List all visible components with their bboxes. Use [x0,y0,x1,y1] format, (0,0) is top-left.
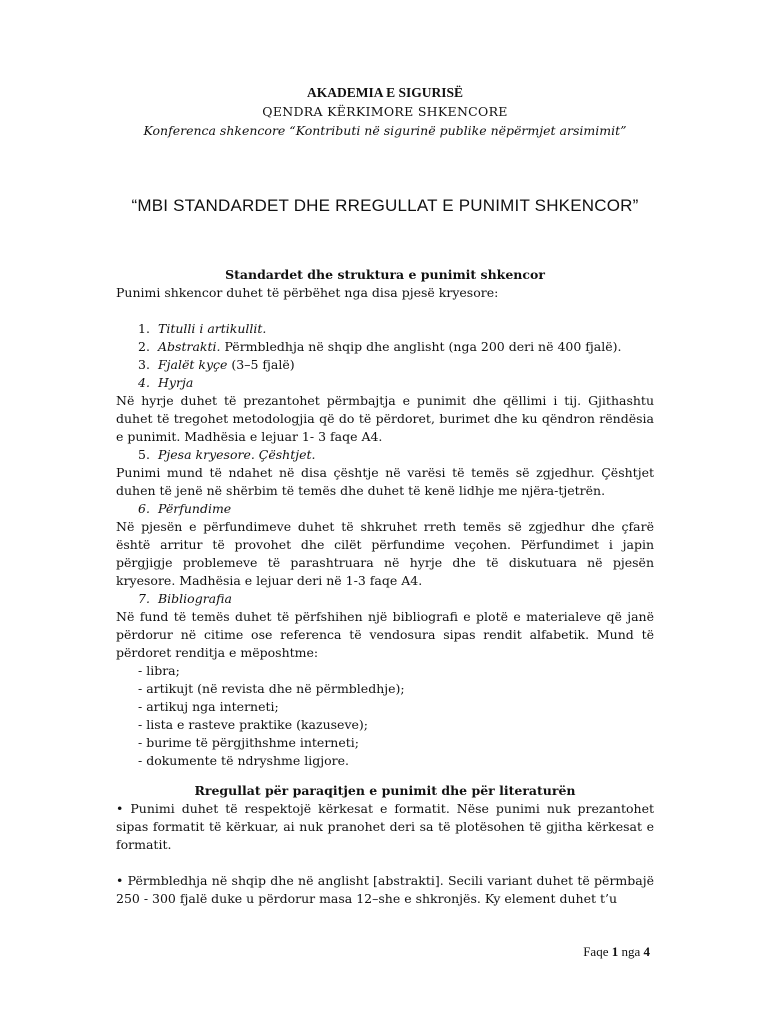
item-label: Fjalët kyçe [158,357,228,372]
list-item: - artikuj nga interneti; [138,699,279,714]
list-item [138,320,654,338]
subheading-pjesa-kryesore [116,446,654,464]
list-item: - artikujt (në revista dhe në përmbledhje); [138,681,405,696]
list-item: - libra; [138,663,180,678]
section-intro: Punimi shkencor duhet të përbëhet nga disa pjesë kryesore: [116,285,499,300]
item-label: Titulli i artikullit. [158,321,267,336]
footer-middle: nga [618,944,644,959]
paragraph-pjesa-kryesore: Punimi mund të ndahet në disa çështje në varësi të temës së zgjedhur. Çështjet duhen të jenë në shërbim të temës dhe duhet të kenë lidhje me njëra-tjetrën. [116,465,654,498]
item-label: Bibliografia [158,591,232,606]
footer-page-number: 1 [611,944,619,959]
paragraph-format-rule: • Punimi duhet të respektojë kërkesat e formatit. Nëse punimi nuk prezantohet sipas formatit të kërkuar, ai nuk pranohet deri sa të plotësohen të gjitha kërkesat e formatit. [116,801,654,852]
conference-title: Konferenca shkencore “Kontributi në sigurinë publike nëpërmjet arsimimit” [143,123,627,138]
item-text: Përmbledhja në shqip dhe anglisht (nga 200 deri në 400 fjalë). [220,339,622,354]
document-title: “MBI STANDARDET DHE RREGULLAT E PUNIMIT SHKENCOR” [131,196,639,215]
footer-prefix: Faqe [583,944,612,959]
paragraph-abstract-rule: • Përmbledhja në shqip dhe në anglisht [abstrakti]. Secili variant duhet të përmbajë 250 - 300 fjalë duke u përdorur masa 12–she e shkronjës. Ky element duhet t’u [116,873,654,906]
list-item [138,338,654,356]
structure-list [116,320,654,374]
section-title-rules: Rregullat për paraqitjen e punimit dhe për literaturën [194,783,576,798]
research-center-name: QENDRA KËRKIMORE SHKENCORE [262,104,508,119]
item-number: 5. [138,447,150,462]
list-item: - dokumente të ndryshme ligjore. [138,753,349,768]
item-text: (3–5 fjalë) [227,357,295,372]
paragraph-hyrja: Në hyrje duhet të prezantohet përmbajtja e punimit dhe qëllimi i tij. Gjithashtu duhet të tregohet metodologjia që do të përdoret, burimet dhe ku qëndron rëndësia e punimit. Madhësia e lejuar 1- 3 faqe A4. [116,393,654,444]
item-label: Pjesa kryesore. Çështjet. [158,447,316,462]
document-body [116,84,654,908]
list-item [138,356,654,374]
item-number: 7. [138,591,150,606]
paragraph-perfundime: Në pjesën e përfundimeve duhet të shkruhet rreth temës së zgjedhur dhe çfarë është arritur të provohet dhe cilët përfundime veçohen. Përfundimet i japin përgjigje problemeve të parashtruara në hyrje dhe të diskutuara në pjesën kryesore. Madhësia e lejuar deri në 1-3 faqe A4. [116,519,654,588]
item-label: Hyrja [158,375,194,390]
item-label: Abstrakti. [158,339,221,354]
list-item: - burime të përgjithshme interneti; [138,735,359,750]
section-title-standards: Standardet dhe struktura e punimit shkencor [225,267,545,282]
item-number: 6. [138,501,150,516]
subheading-perfundime [116,500,654,518]
item-label: Përfundime [158,501,232,516]
institution-name: AKADEMIA E SIGURISË [306,85,464,100]
footer-page-total: 4 [643,944,650,959]
item-number: 4. [138,375,150,390]
paragraph-bibliografia: Në fund të temës duhet të përfshihen një bibliografi e plotë e materialeve që janë përdorur në citime ose referenca të vendosura sipas rendit alfabetik. Mund të përdoret renditja e mëposhtme: [116,609,654,660]
item-number: 3. [138,357,150,372]
item-number: 2. [138,339,150,354]
list-item: - lista e rasteve praktike (kazuseve); [138,717,368,732]
bibliography-types-list [116,662,654,770]
item-number: 1. [138,321,150,336]
subheading-hyrja [116,374,654,392]
subheading-bibliografia [116,590,654,608]
page-footer [583,944,650,960]
